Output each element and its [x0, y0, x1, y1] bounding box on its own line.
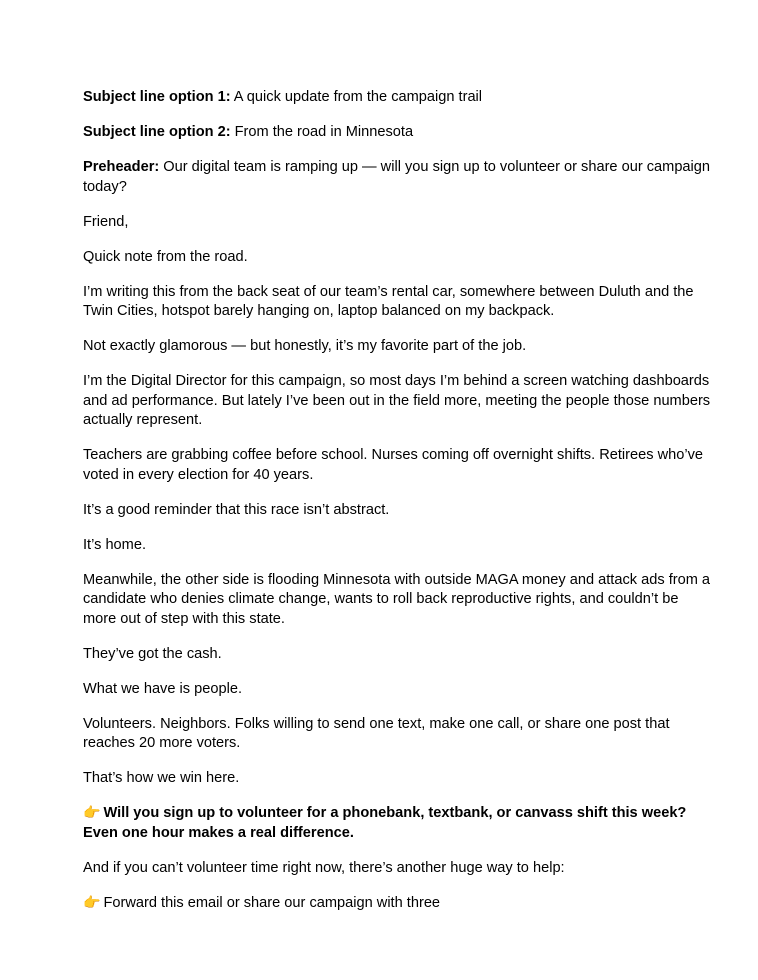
- call-to-action-volunteer: [83, 804, 713, 843]
- paragraph-quick-note: Quick note from the road.: [83, 248, 248, 265]
- subject-line-2-text: From the road in Minnesota: [230, 124, 414, 140]
- subject-line-1: [83, 88, 713, 108]
- call-to-action-share: [83, 894, 713, 914]
- paragraph-cash: They’ve got the cash.: [83, 645, 222, 662]
- subject-line-1-label: Subject line option 1:: [83, 89, 231, 105]
- paragraph-how-we-win: That’s how we win here.: [83, 770, 240, 786]
- paragraph-people: What we have is people.: [83, 680, 242, 697]
- paragraph-another-way: And if you can’t volunteer time right now, there’s another huge way to help:: [83, 859, 565, 876]
- paragraph-digital-director: I’m the Digital Director for this campaign, so most days I’m behind a screen watching dashboards and ad performance. But lately I’ve been out in the field more, meeting the people those numbers actually represent.: [83, 373, 711, 428]
- paragraph-teachers: Teachers are grabbing coffee before school. Nurses coming off overnight shifts. Retirees who’ve voted in every election for 40 years.: [83, 447, 704, 483]
- paragraph-reminder: It’s a good reminder that this race isn’t abstract.: [83, 501, 390, 518]
- paragraph-home: It’s home.: [83, 536, 146, 553]
- pointing-hand-icon: 👉: [83, 805, 101, 821]
- call-to-action-volunteer-text: Will you sign up to volunteer for a phonebank, textbank, or canvass shift this week? Even one hour makes a real difference.: [83, 805, 687, 841]
- preheader: [83, 158, 713, 197]
- subject-line-2-label: Subject line option 2:: [83, 124, 231, 140]
- preheader-text: Our digital team is ramping up — will you sign up to volunteer or share our campaign today?: [83, 159, 711, 195]
- greeting: Friend,: [83, 213, 129, 230]
- paragraph-back-seat: I’m writing this from the back seat of our team’s rental car, somewhere between Duluth and the Twin Cities, hotspot barely hanging on, laptop balanced on my backpack.: [83, 283, 694, 319]
- paragraph-other-side: Meanwhile, the other side is flooding Minnesota with outside MAGA money and attack ads from a candidate who denies climate change, wants to roll back reproductive rights, and couldn’t be more out of step with this state.: [83, 571, 711, 627]
- preheader-label: Preheader:: [83, 159, 160, 175]
- pointing-hand-icon: 👉: [83, 894, 101, 911]
- email-draft: [83, 88, 713, 929]
- call-to-action-share-text: Forward this email or share our campaign with three: [103, 894, 441, 911]
- paragraph-not-glamorous: Not exactly glamorous — but honestly, it’s my favorite part of the job.: [83, 338, 527, 354]
- subject-line-2: [83, 123, 713, 143]
- paragraph-volunteers: Volunteers. Neighbors. Folks willing to send one text, make one call, or share one post that reaches 20 more voters.: [83, 715, 670, 751]
- subject-line-1-text: A quick update from the campaign trail: [230, 89, 483, 105]
